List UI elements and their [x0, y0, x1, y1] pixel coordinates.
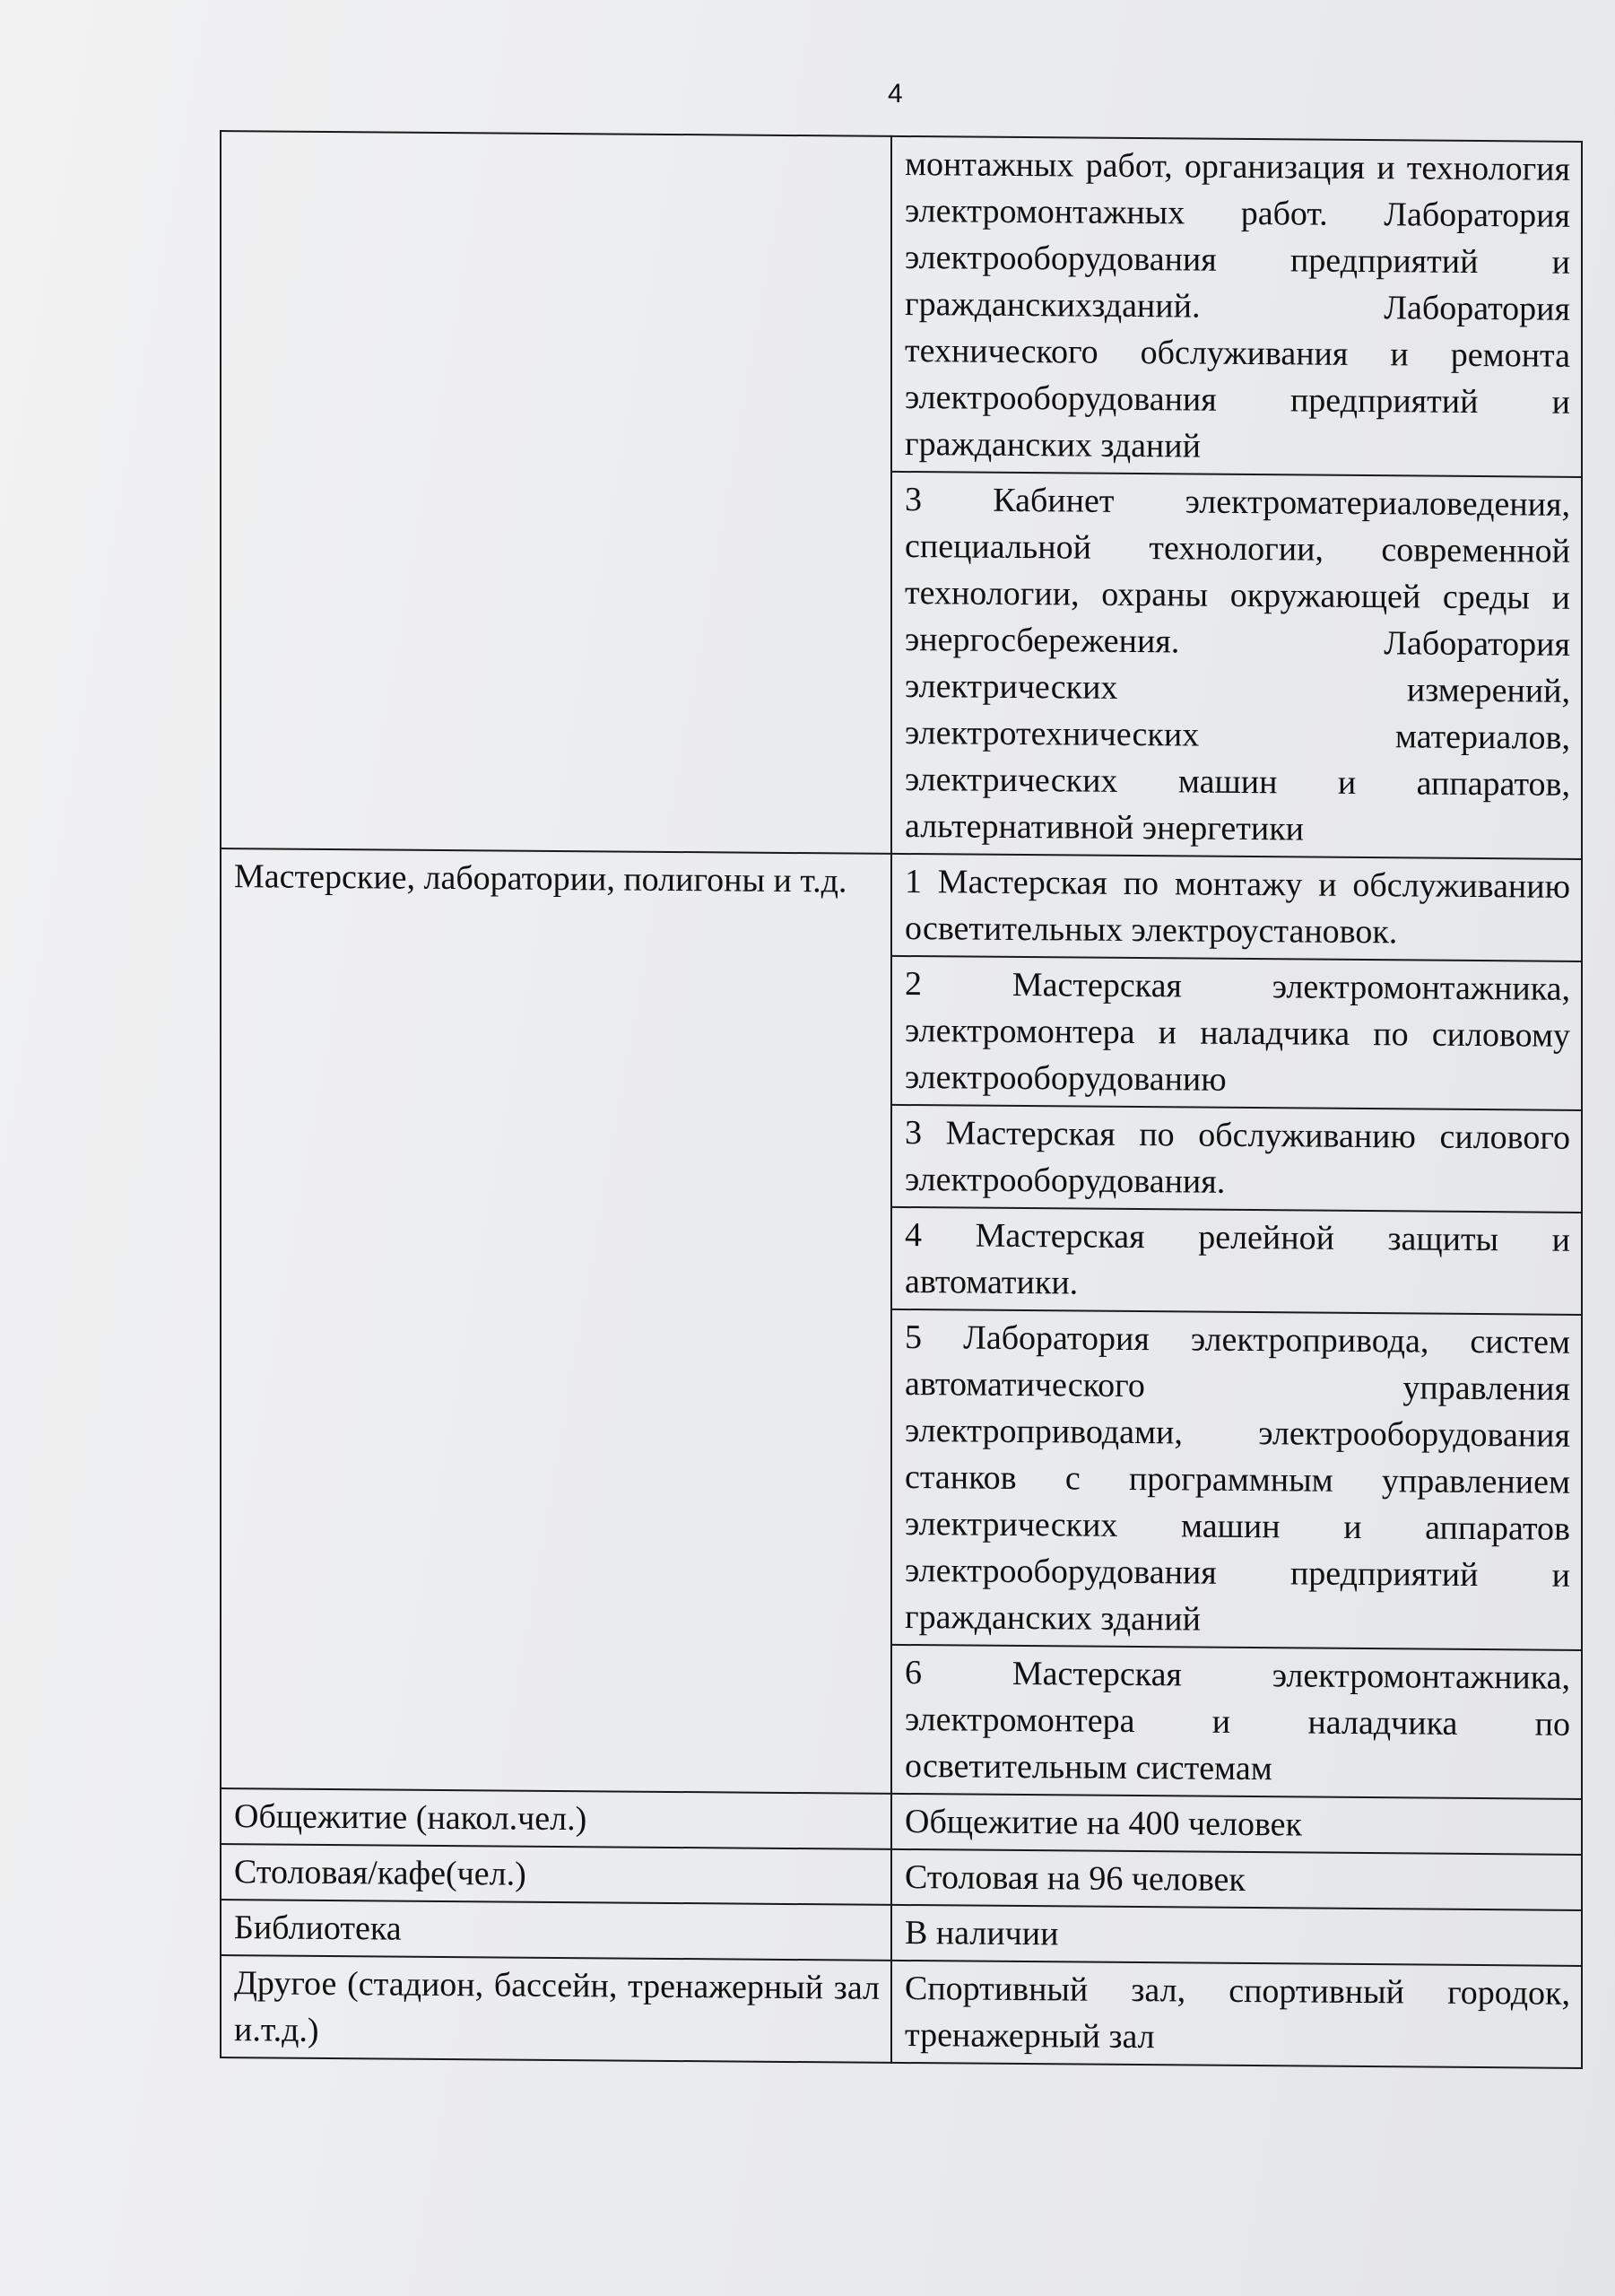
table-cell-left: [221, 131, 891, 854]
table-cell-right: Спортивный зал, спортивный городок, тренажерный зал: [891, 1961, 1582, 2068]
table-cell-right: 3 Мастерская по обслуживанию силового электрооборудования.: [891, 1105, 1582, 1213]
table-cell-right: Столовая на 96 человек: [891, 1849, 1582, 1910]
table-cell-right: 1 Мастерская по монтажу и обслуживанию осветительных электроустановок.: [891, 854, 1582, 961]
table-cell-right: 6 Мастерская электромонтажника, электромонтера и наладчика по осветительным системам: [891, 1645, 1582, 1799]
table-cell-left: Другое (стадион, бассейн, тренажерный зал и.т.д.): [221, 1955, 891, 2063]
table-cell-right: 3 Кабинет электроматериаловедения, специальной технологии, современной технологии, охраны окружающей среды и энергосбережения. Лаборатория электрических измерений, электротехнических материалов, электрических машин и аппаратов, альтернативной энергетики: [891, 472, 1582, 859]
page-number: 4: [888, 79, 903, 109]
table-cell-right: 4 Мастерская релейной защиты и автоматики.: [891, 1207, 1582, 1315]
table-cell-right: Общежитие на 400 человек: [891, 1794, 1582, 1855]
table-row: [221, 131, 1582, 477]
table-cell-right: В наличии: [891, 1905, 1582, 1966]
facilities-table: [220, 130, 1583, 2069]
table-cell-left: Мастерские, лаборатории, полигоны и т.д.: [221, 848, 891, 1794]
table-row: [221, 848, 1582, 961]
table-cell-right: 5 Лаборатория электропривода, систем автоматического управления электроприводами, электрооборудования станков с программным управлением электрических машин и аппаратов электрооборудования предприятий и гражданских зданий: [891, 1309, 1582, 1650]
table-cell-left: Столовая/кафе(чел.): [221, 1844, 891, 1905]
table-cell-right: монтажных работ, организация и технология электромонтажных работ. Лаборатория электрооборудования предприятий и гражданскихзданий. Лаборатория технического обслуживания и ремонта электрооборудования предприятий и гражданских зданий: [891, 136, 1582, 477]
table-cell-right: 2 Мастерская электромонтажника, электромонтера и наладчика по силовому электрооборудованию: [891, 956, 1582, 1110]
table-cell-left: Общежитие (накол.чел.): [221, 1788, 891, 1849]
table-row: [221, 1955, 1582, 2068]
table-cell-left: Библиотека: [221, 1900, 891, 1961]
